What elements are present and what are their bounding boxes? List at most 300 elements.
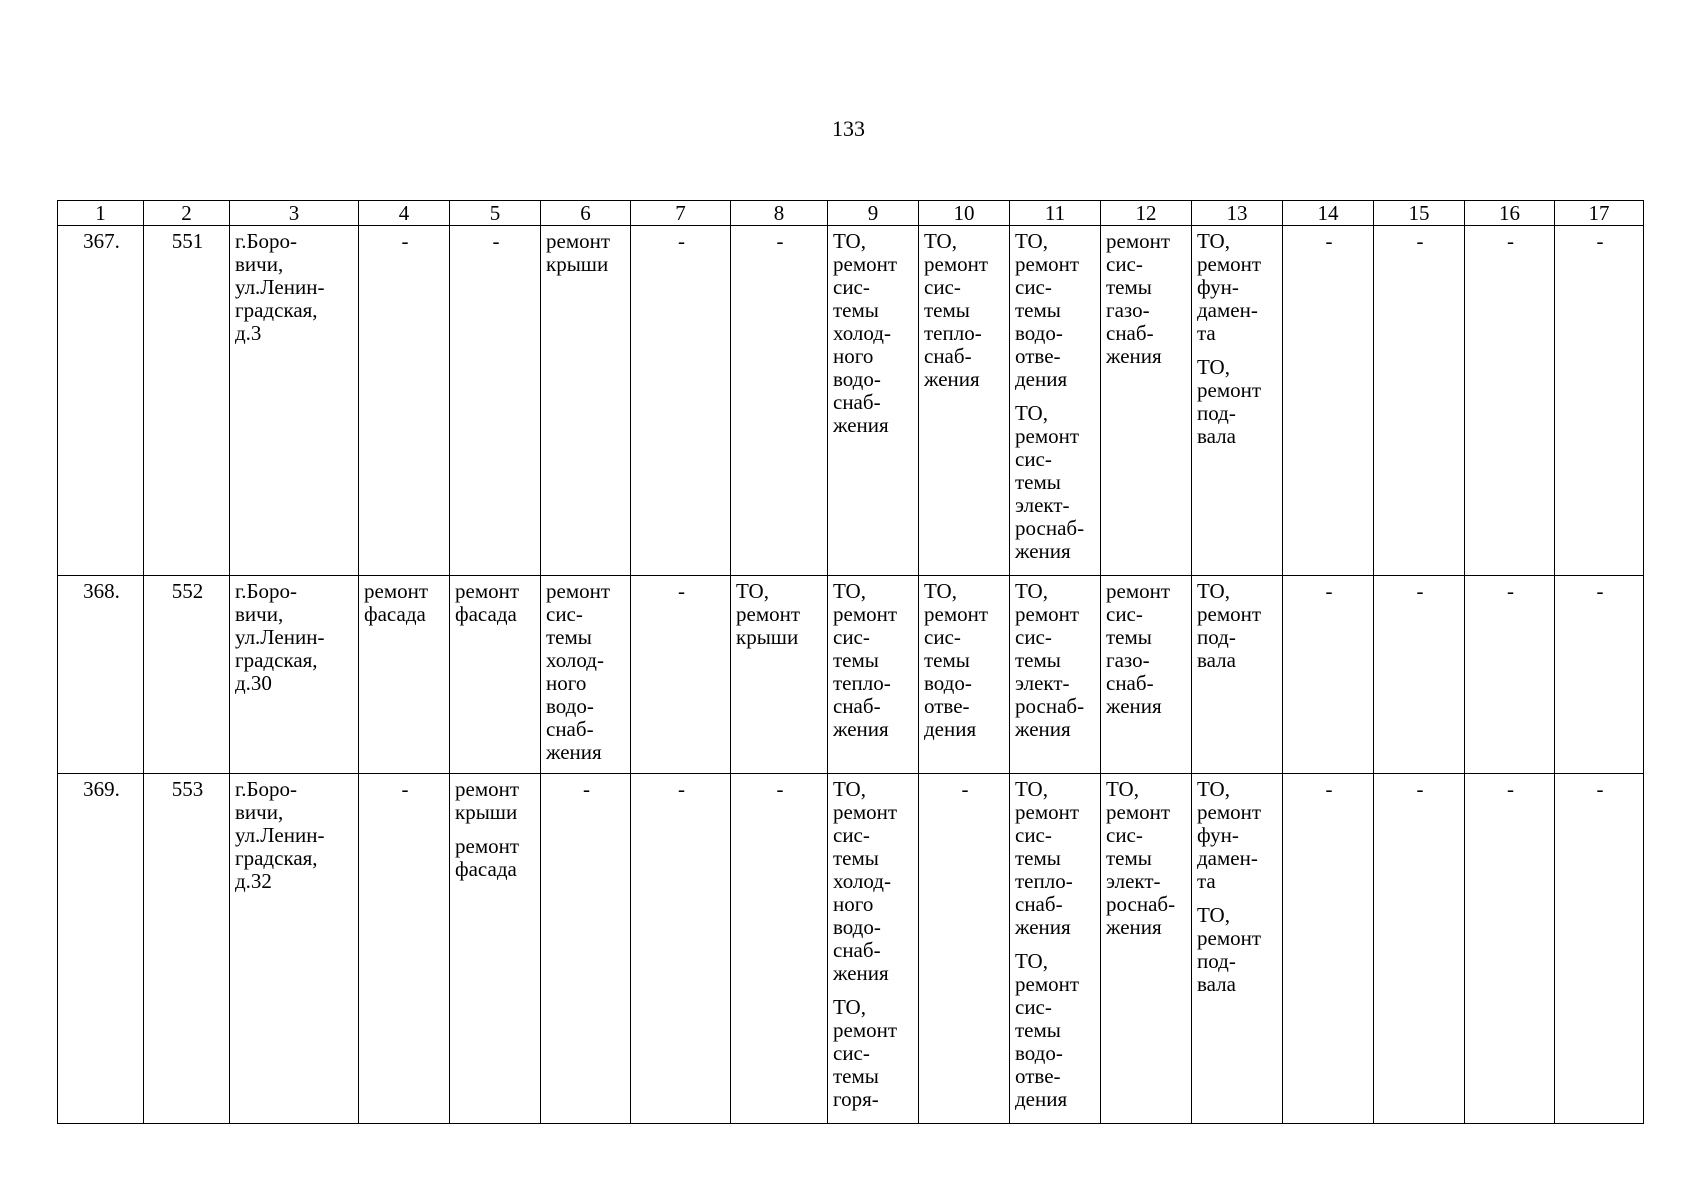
cell-entry bbox=[63, 580, 140, 603]
cell-text-line: - bbox=[492, 229, 500, 253]
cell-entry bbox=[235, 230, 355, 345]
table-cell bbox=[58, 576, 144, 774]
column-header: 2 bbox=[144, 201, 230, 226]
cell-text-line: темы bbox=[1015, 846, 1061, 870]
cell-text-line: - bbox=[1596, 579, 1604, 603]
cell-text-line: ремонт bbox=[1197, 602, 1262, 626]
cell-text-line: д.3 bbox=[235, 321, 262, 345]
cell-entry bbox=[736, 230, 824, 253]
table-cell bbox=[359, 576, 450, 774]
cell-text-line: под- bbox=[1197, 625, 1236, 649]
table-cell bbox=[1465, 576, 1555, 774]
cell-text-line: сис- bbox=[1106, 252, 1143, 276]
cell-text-line: ремонт bbox=[1197, 252, 1262, 276]
cell-text-line: - bbox=[1416, 579, 1424, 603]
table-cell bbox=[1010, 226, 1101, 576]
cell-text-line: фун- bbox=[1197, 275, 1239, 299]
cell-text-line: - bbox=[583, 777, 590, 801]
cell-text-line: ремонт bbox=[1015, 424, 1080, 448]
cell-text-line: элект- bbox=[1106, 869, 1161, 893]
table-cell bbox=[828, 576, 919, 774]
cell-entry bbox=[1560, 778, 1640, 801]
cell-text-line: водо- bbox=[833, 915, 881, 939]
cell-text-line: ул.Ленин- bbox=[235, 823, 325, 847]
cell-entry bbox=[149, 230, 226, 253]
cell-text-line: снаб- bbox=[1015, 892, 1063, 916]
cell-text-line: - bbox=[776, 777, 784, 801]
cell-entry bbox=[1106, 580, 1188, 718]
table-cell bbox=[359, 774, 450, 1124]
cell-text-line: ремонт bbox=[1106, 579, 1171, 603]
column-header: 17 bbox=[1555, 201, 1644, 226]
cell-text-line: роснаб- bbox=[1106, 892, 1176, 916]
cell-entry bbox=[1560, 230, 1640, 253]
cell-text-line: градская, bbox=[235, 846, 318, 870]
cell-text-line: ремонт bbox=[833, 1018, 898, 1042]
table-cell bbox=[1283, 226, 1374, 576]
cell-entry bbox=[546, 230, 627, 276]
cell-text-line: водо- bbox=[924, 671, 972, 695]
cell-text-line: ремонт bbox=[1197, 378, 1262, 402]
cell-text-line: отве- bbox=[924, 694, 970, 718]
cell-entry bbox=[1288, 580, 1370, 603]
table-cell bbox=[541, 226, 631, 576]
cell-text-line: жения bbox=[1015, 717, 1071, 741]
table-cell bbox=[1465, 774, 1555, 1124]
table-cell bbox=[541, 774, 631, 1124]
table-cell bbox=[144, 774, 230, 1124]
cell-text-line: та bbox=[1197, 869, 1216, 893]
cell-text-line: - bbox=[1416, 229, 1424, 253]
cell-text-line: - bbox=[1596, 229, 1604, 253]
cell-text-line: ремонт bbox=[1197, 926, 1262, 950]
cell-text-line: ТО, bbox=[1197, 903, 1230, 927]
cell-entry bbox=[636, 580, 727, 603]
cell-text-line: - bbox=[1325, 579, 1333, 603]
cell-text-line: сис- bbox=[1015, 275, 1052, 299]
cell-text-line: вичи, bbox=[235, 602, 284, 626]
cell-entry bbox=[455, 778, 537, 824]
cell-text-line: жения bbox=[833, 961, 889, 985]
table-row bbox=[58, 576, 1644, 774]
column-header: 11 bbox=[1010, 201, 1101, 226]
cell-entry bbox=[924, 230, 1006, 391]
table-cell bbox=[731, 226, 828, 576]
cell-entry bbox=[1015, 950, 1097, 1111]
table-cell bbox=[631, 774, 731, 1124]
cell-entry bbox=[1379, 778, 1461, 801]
cell-text-line: сис- bbox=[924, 625, 961, 649]
table-cell bbox=[1555, 774, 1644, 1124]
table-cell bbox=[1555, 576, 1644, 774]
cell-entry bbox=[1197, 580, 1279, 672]
cell-text-line: ремонт bbox=[546, 229, 611, 253]
cell-text-line: тепло- bbox=[833, 671, 891, 695]
cell-text-line: - bbox=[678, 579, 685, 603]
cell-text-line: темы bbox=[833, 648, 879, 672]
cell-text-line: - bbox=[1507, 777, 1514, 801]
column-header: 13 bbox=[1192, 201, 1283, 226]
cell-text-line: - bbox=[401, 229, 409, 253]
cell-text-line: отве- bbox=[1015, 1064, 1061, 1088]
table-cell bbox=[1465, 226, 1555, 576]
cell-entry bbox=[1470, 230, 1551, 253]
table-cell bbox=[919, 774, 1010, 1124]
table-cell bbox=[1374, 576, 1465, 774]
cell-text-line: дения bbox=[1015, 367, 1068, 391]
cell-entry bbox=[833, 230, 915, 437]
table-cell bbox=[144, 226, 230, 576]
cell-text-line: - bbox=[1416, 777, 1424, 801]
table-cell bbox=[230, 576, 359, 774]
cell-text-line: ТО, bbox=[1015, 579, 1048, 603]
table-cell bbox=[58, 774, 144, 1124]
cell-text-line: снаб- bbox=[546, 717, 594, 741]
cell-entry bbox=[924, 778, 1006, 801]
cell-text-line: вала bbox=[1197, 648, 1236, 672]
cell-text-line: тепло- bbox=[924, 321, 982, 345]
table-row bbox=[58, 226, 1644, 576]
cell-text-line: ТО, bbox=[1197, 579, 1230, 603]
cell-text-line: снаб- bbox=[833, 938, 881, 962]
cell-text-line: - bbox=[776, 229, 784, 253]
column-header: 12 bbox=[1101, 201, 1192, 226]
table-cell bbox=[450, 576, 541, 774]
cell-text-line: ТО, bbox=[924, 229, 957, 253]
cell-text-line: ного bbox=[546, 671, 587, 695]
cell-text-line: 368. bbox=[83, 579, 120, 603]
cell-text-line: темы bbox=[833, 298, 879, 322]
cell-entry bbox=[364, 230, 446, 253]
table-cell bbox=[731, 774, 828, 1124]
table-cell bbox=[631, 226, 731, 576]
cell-text-line: ремонт bbox=[924, 252, 989, 276]
column-header: 16 bbox=[1465, 201, 1555, 226]
cell-entry bbox=[1015, 402, 1097, 563]
cell-text-line: водо- bbox=[833, 367, 881, 391]
cell-text-line: жения bbox=[546, 740, 602, 764]
cell-text-line: д.30 bbox=[235, 671, 272, 695]
cell-text-line: горя- bbox=[833, 1087, 879, 1111]
column-header: 5 bbox=[450, 201, 541, 226]
cell-text-line: 367. bbox=[83, 229, 120, 253]
cell-entry bbox=[455, 230, 537, 253]
cell-text-line: водо- bbox=[1015, 321, 1063, 345]
cell-text-line: градская, bbox=[235, 648, 318, 672]
table-cell bbox=[1101, 774, 1192, 1124]
column-header: 6 bbox=[541, 201, 631, 226]
cell-text-line: снаб- bbox=[833, 694, 881, 718]
column-header: 14 bbox=[1283, 201, 1374, 226]
cell-text-line: ремонт bbox=[736, 602, 801, 626]
cell-text-line: сис- bbox=[546, 602, 583, 626]
table-cell bbox=[1283, 576, 1374, 774]
table-cell bbox=[144, 576, 230, 774]
page-number: 133 bbox=[832, 116, 865, 141]
cell-text-line: г.Боро- bbox=[235, 579, 298, 603]
cell-text-line: дамен- bbox=[1197, 298, 1258, 322]
cell-text-line: фасада bbox=[455, 602, 517, 626]
cell-text-line: темы bbox=[924, 648, 970, 672]
cell-text-line: ремонт bbox=[833, 800, 898, 824]
cell-entry bbox=[1197, 356, 1279, 448]
cell-text-line: жения bbox=[924, 367, 980, 391]
cell-entry bbox=[455, 835, 537, 881]
cell-entry bbox=[455, 580, 537, 626]
cell-text-line: ТО, bbox=[924, 579, 957, 603]
cell-text-line: ТО, bbox=[1106, 777, 1139, 801]
cell-text-line: сис- bbox=[833, 1041, 870, 1065]
cell-text-line: водо- bbox=[1015, 1041, 1063, 1065]
table-cell bbox=[359, 226, 450, 576]
cell-entry bbox=[736, 580, 824, 649]
cell-text-line: ремонт bbox=[1106, 229, 1171, 253]
cell-entry bbox=[364, 778, 446, 801]
cell-text-line: - bbox=[1507, 229, 1514, 253]
cell-entry bbox=[1560, 580, 1640, 603]
cell-text-line: темы bbox=[1106, 846, 1152, 870]
cell-entry bbox=[636, 230, 727, 253]
cell-text-line: та bbox=[1197, 321, 1216, 345]
cell-entry bbox=[149, 580, 226, 603]
table-cell bbox=[1192, 576, 1283, 774]
cell-text-line: ТО, bbox=[1015, 401, 1048, 425]
cell-text-line: темы bbox=[1106, 275, 1152, 299]
column-header: 10 bbox=[919, 201, 1010, 226]
column-header: 15 bbox=[1374, 201, 1465, 226]
cell-text-line: фасада bbox=[455, 857, 517, 881]
cell-text-line: водо- bbox=[546, 694, 594, 718]
cell-text-line: г.Боро- bbox=[235, 777, 298, 801]
cell-text-line: ТО, bbox=[1015, 949, 1048, 973]
cell-text-line: жения bbox=[1015, 915, 1071, 939]
cell-text-line: сис- bbox=[1106, 602, 1143, 626]
column-header: 9 bbox=[828, 201, 919, 226]
cell-text-line: темы bbox=[833, 1064, 879, 1088]
cell-entry bbox=[1197, 904, 1279, 996]
column-header: 7 bbox=[631, 201, 731, 226]
cell-text-line: - bbox=[961, 777, 969, 801]
table-cell bbox=[58, 226, 144, 576]
table-cell bbox=[731, 576, 828, 774]
cell-text-line: темы bbox=[1015, 298, 1061, 322]
cell-text-line: темы bbox=[1106, 625, 1152, 649]
cell-text-line: ремонт bbox=[1197, 800, 1262, 824]
cell-text-line: под- bbox=[1197, 949, 1236, 973]
cell-text-line: ремонт bbox=[1015, 800, 1080, 824]
column-header: 3 bbox=[230, 201, 359, 226]
cell-text-line: ТО, bbox=[1015, 229, 1048, 253]
table-cell bbox=[450, 774, 541, 1124]
cell-text-line: отве- bbox=[1015, 344, 1061, 368]
cell-text-line: 551 bbox=[171, 229, 204, 253]
cell-entry bbox=[1288, 230, 1370, 253]
cell-text-line: сис- bbox=[833, 823, 870, 847]
cell-text-line: газо- bbox=[1106, 648, 1150, 672]
cell-text-line: вала bbox=[1197, 424, 1236, 448]
cell-entry bbox=[833, 778, 915, 985]
cell-entry bbox=[1015, 580, 1097, 741]
cell-text-line: ул.Ленин- bbox=[235, 625, 325, 649]
table-header-row bbox=[58, 201, 1644, 226]
cell-text-line: ремонт bbox=[1106, 800, 1171, 824]
cell-text-line: под- bbox=[1197, 401, 1236, 425]
cell-text-line: темы bbox=[546, 625, 592, 649]
table-cell bbox=[1101, 226, 1192, 576]
cell-entry bbox=[636, 778, 727, 801]
cell-text-line: - bbox=[1325, 229, 1333, 253]
cell-text-line: тепло- bbox=[1015, 869, 1073, 893]
cell-text-line: 553 bbox=[171, 777, 204, 801]
cell-entry bbox=[1015, 778, 1097, 939]
cell-entry bbox=[1379, 230, 1461, 253]
cell-text-line: сис- bbox=[924, 275, 961, 299]
cell-text-line: ремонт bbox=[364, 579, 429, 603]
table-cell bbox=[1010, 576, 1101, 774]
cell-text-line: темы bbox=[1015, 648, 1061, 672]
table-row bbox=[58, 774, 1644, 1124]
column-header: 1 bbox=[58, 201, 144, 226]
table-cell bbox=[1101, 576, 1192, 774]
cell-text-line: вичи, bbox=[235, 800, 284, 824]
cell-text-line: снаб- bbox=[1106, 321, 1154, 345]
cell-text-line: сис- bbox=[833, 625, 870, 649]
cell-entry bbox=[1106, 230, 1188, 368]
cell-text-line: темы bbox=[924, 298, 970, 322]
cell-text-line: ТО, bbox=[833, 579, 866, 603]
cell-text-line: элект- bbox=[1015, 671, 1070, 695]
table-cell bbox=[919, 576, 1010, 774]
cell-text-line: г.Боро- bbox=[235, 229, 298, 253]
column-header: 4 bbox=[359, 201, 450, 226]
cell-text-line: ремонт bbox=[1015, 252, 1080, 276]
table-cell bbox=[1555, 226, 1644, 576]
table-cell bbox=[1374, 774, 1465, 1124]
cell-text-line: ТО, bbox=[1015, 777, 1048, 801]
cell-text-line: жения bbox=[1106, 915, 1162, 939]
table-cell bbox=[1010, 774, 1101, 1124]
cell-text-line: ТО, bbox=[833, 777, 866, 801]
cell-text-line: ТО, bbox=[1197, 355, 1230, 379]
cell-text-line: градская, bbox=[235, 298, 318, 322]
cell-text-line: ремонт bbox=[924, 602, 989, 626]
cell-entry bbox=[1379, 580, 1461, 603]
cell-entry bbox=[364, 580, 446, 626]
cell-text-line: ремонт bbox=[455, 834, 520, 858]
cell-text-line: жения bbox=[1106, 694, 1162, 718]
cell-text-line: жения bbox=[833, 717, 889, 741]
cell-text-line: элект- bbox=[1015, 493, 1070, 517]
cell-text-line: - bbox=[1596, 777, 1604, 801]
cell-text-line: ремонт bbox=[833, 252, 898, 276]
cell-entry bbox=[736, 778, 824, 801]
cell-entry bbox=[924, 580, 1006, 741]
cell-text-line: роснаб- bbox=[1015, 516, 1085, 540]
cell-text-line: 369. bbox=[83, 777, 120, 801]
cell-entry bbox=[149, 778, 226, 801]
table-cell bbox=[450, 226, 541, 576]
cell-text-line: ТО, bbox=[1197, 777, 1230, 801]
cell-entry bbox=[1470, 778, 1551, 801]
cell-text-line: 552 bbox=[171, 579, 204, 603]
cell-text-line: ремонт bbox=[1015, 972, 1080, 996]
cell-text-line: роснаб- bbox=[1015, 694, 1085, 718]
cell-text-line: - bbox=[678, 777, 685, 801]
cell-text-line: ремонт bbox=[546, 579, 611, 603]
column-header: 8 bbox=[731, 201, 828, 226]
cell-text-line: дамен- bbox=[1197, 846, 1258, 870]
table-cell bbox=[1192, 226, 1283, 576]
cell-text-line: ТО, bbox=[1197, 229, 1230, 253]
cell-text-line: сис- bbox=[833, 275, 870, 299]
cell-entry bbox=[546, 778, 627, 801]
cell-text-line: снаб- bbox=[924, 344, 972, 368]
cell-text-line: темы bbox=[1015, 1018, 1061, 1042]
cell-text-line: темы bbox=[1015, 470, 1061, 494]
table-cell bbox=[631, 576, 731, 774]
cell-text-line: фасада bbox=[364, 602, 426, 626]
cell-text-line: вала bbox=[1197, 972, 1236, 996]
cell-text-line: ТО, bbox=[833, 995, 866, 1019]
cell-text-line: снаб- bbox=[833, 390, 881, 414]
cell-text-line: - bbox=[1325, 777, 1333, 801]
table-cell bbox=[1283, 774, 1374, 1124]
cell-text-line: вичи, bbox=[235, 252, 284, 276]
cell-text-line: - bbox=[1507, 579, 1514, 603]
cell-text-line: холод- bbox=[833, 321, 891, 345]
cell-text-line: - bbox=[401, 777, 409, 801]
table-cell bbox=[1192, 774, 1283, 1124]
cell-text-line: сис- bbox=[1015, 995, 1052, 1019]
cell-entry bbox=[235, 778, 355, 893]
cell-text-line: крыши bbox=[736, 625, 799, 649]
cell-text-line: сис- bbox=[1106, 823, 1143, 847]
cell-entry bbox=[1470, 580, 1551, 603]
cell-text-line: - bbox=[678, 229, 685, 253]
cell-entry bbox=[1197, 230, 1279, 345]
table-cell bbox=[541, 576, 631, 774]
cell-text-line: крыши bbox=[546, 252, 609, 276]
cell-text-line: ремонт bbox=[455, 777, 520, 801]
cell-text-line: ул.Ленин- bbox=[235, 275, 325, 299]
cell-text-line: ТО, bbox=[833, 229, 866, 253]
cell-text-line: холод- bbox=[833, 869, 891, 893]
cell-entry bbox=[833, 996, 915, 1111]
cell-entry bbox=[1015, 230, 1097, 391]
cell-text-line: фун- bbox=[1197, 823, 1239, 847]
cell-entry bbox=[1197, 778, 1279, 893]
cell-text-line: сис- bbox=[1015, 447, 1052, 471]
cell-text-line: жения bbox=[833, 413, 889, 437]
cell-text-line: газо- bbox=[1106, 298, 1150, 322]
cell-entry bbox=[63, 230, 140, 253]
cell-text-line: жения bbox=[1015, 539, 1071, 563]
cell-entry bbox=[833, 580, 915, 741]
cell-text-line: крыши bbox=[455, 800, 518, 824]
cell-text-line: снаб- bbox=[1106, 671, 1154, 695]
cell-entry bbox=[1288, 778, 1370, 801]
table-cell bbox=[230, 226, 359, 576]
cell-text-line: ного bbox=[833, 344, 874, 368]
cell-text-line: темы bbox=[833, 846, 879, 870]
cell-text-line: д.32 bbox=[235, 869, 272, 893]
table-cell bbox=[919, 226, 1010, 576]
cell-text-line: ТО, bbox=[736, 579, 769, 603]
cell-text-line: дения bbox=[924, 717, 977, 741]
cell-text-line: сис- bbox=[1015, 823, 1052, 847]
table-cell bbox=[1374, 226, 1465, 576]
cell-entry bbox=[235, 580, 355, 695]
